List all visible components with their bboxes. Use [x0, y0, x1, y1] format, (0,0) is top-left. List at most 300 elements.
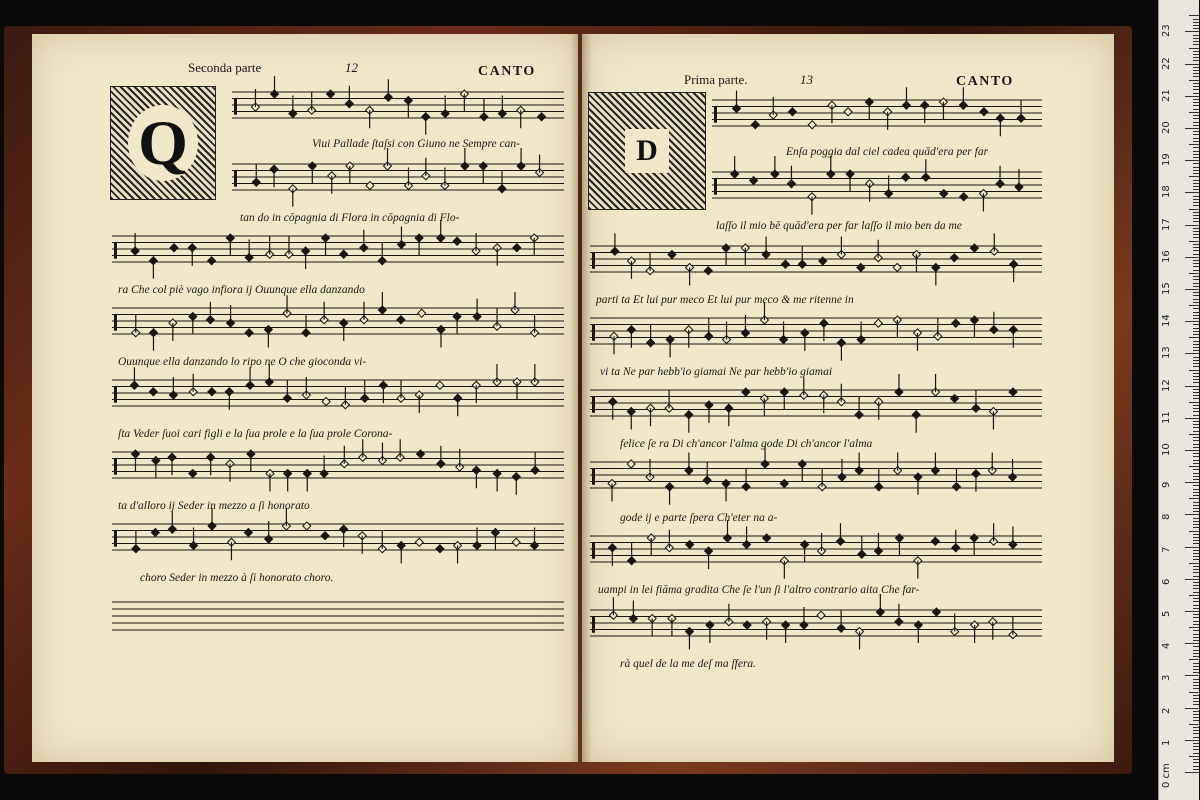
ruler-tick: [1185, 772, 1199, 773]
ruler-tick: [1193, 389, 1199, 390]
ruler-tick: [1193, 698, 1199, 699]
ruler-tick: [1193, 427, 1199, 428]
ruler-tick: [1193, 302, 1199, 303]
ruler-tick: [1185, 547, 1199, 548]
ruler-tick: [1193, 299, 1199, 300]
note-head: [1009, 388, 1017, 396]
note-head: [245, 329, 253, 337]
ruler-tick: [1189, 498, 1199, 499]
ruler-tick: [1193, 460, 1199, 461]
ruler-tick: [1193, 376, 1199, 377]
ruler-label: 12: [1161, 378, 1172, 392]
ruler-tick: [1193, 421, 1199, 422]
right-staff-1: [712, 90, 1042, 142]
ruler-tick: [1193, 730, 1199, 731]
ruler-tick: [1193, 89, 1199, 90]
left-staff-3: [112, 226, 564, 278]
ruler-tick: [1193, 260, 1199, 261]
ruler-tick: [1189, 659, 1199, 660]
ruler-tick: [1185, 482, 1199, 483]
ruler-tick: [1193, 688, 1199, 689]
ruler-tick: [1193, 73, 1199, 74]
ruler-tick: [1193, 733, 1199, 734]
ruler-tick: [1193, 44, 1199, 45]
ruler-tick: [1193, 173, 1199, 174]
note-head: [980, 108, 988, 116]
ruler-tick: [1193, 254, 1199, 255]
ruler-tick: [1185, 192, 1199, 193]
ruler-tick: [1193, 266, 1199, 267]
ruler-tick: [1193, 215, 1199, 216]
ruler-tick: [1193, 279, 1199, 280]
left-staff-2: [232, 154, 564, 206]
ruler-tick: [1193, 682, 1199, 683]
ruler-tick: [1193, 624, 1199, 625]
ruler-tick: [1189, 595, 1199, 596]
ruler-tick: [1193, 398, 1199, 399]
ruler-tick: [1193, 331, 1199, 332]
ruler-tick: [1193, 630, 1199, 631]
ruler-tick: [1193, 382, 1199, 383]
ruler-tick: [1193, 270, 1199, 271]
ruler-tick: [1193, 569, 1199, 570]
note-head: [436, 545, 444, 553]
left-lyric-1: Viui Pallade ſtaſsi con Giuno ne Sempre can-: [312, 138, 520, 150]
ruler-tick: [1193, 379, 1199, 380]
ruler-tick: [1189, 692, 1199, 693]
ruler-tick: [1193, 444, 1199, 445]
ruler-tick: [1193, 553, 1199, 554]
ruler-tick: [1193, 170, 1199, 171]
ruler-tick: [1193, 743, 1199, 744]
ruler-tick: [1193, 295, 1199, 296]
ruler-tick: [1193, 534, 1199, 535]
ruler-tick: [1193, 99, 1199, 100]
ruler-tick: [1193, 527, 1199, 528]
ruler-tick: [1189, 402, 1199, 403]
ruler-tick: [1193, 492, 1199, 493]
ruler-tick: [1193, 646, 1199, 647]
ruler-tick: [1193, 485, 1199, 486]
ruler-tick: [1193, 189, 1199, 190]
note-head: [327, 90, 335, 98]
note-head: [817, 611, 825, 619]
ruler-label: 14: [1161, 314, 1172, 328]
note-head: [857, 264, 865, 272]
ruler-tick: [1193, 415, 1199, 416]
note-head: [952, 319, 960, 327]
ruler-tick: [1189, 434, 1199, 435]
ruler-tick: [1193, 759, 1199, 760]
ruler-tick: [1193, 650, 1199, 651]
ruler-tick: [1193, 666, 1199, 667]
right-voice-label: CANTO: [956, 74, 1014, 89]
ruler-tick: [1193, 186, 1199, 187]
note-head: [781, 260, 789, 268]
ruler-label: 22: [1161, 56, 1172, 70]
ruler-tick: [1185, 225, 1199, 226]
right-lyric-1: Enſa poggia dal ciel cadea quād'era per far: [786, 146, 989, 158]
ruler-tick: [1193, 669, 1199, 670]
left-staff-empty: [112, 596, 564, 636]
ruler-tick: [1189, 273, 1199, 274]
ruler-label: 3: [1161, 675, 1172, 682]
ruler-tick: [1193, 180, 1199, 181]
clef-mark: [592, 397, 595, 413]
ruler-tick: [1185, 643, 1199, 644]
ruler-tick: [1185, 160, 1199, 161]
ruler-tick: [1193, 312, 1199, 313]
left-lyric-2: tan do in cōpagnia di Flora in cōpagnia di Flo-: [240, 212, 460, 224]
ruler-tick: [1193, 151, 1199, 152]
ruler-tick: [1193, 524, 1199, 525]
left-section-title: Seconda parte: [188, 60, 262, 75]
ruler-tick: [1193, 125, 1199, 126]
note-head: [844, 108, 852, 116]
note-head: [788, 108, 796, 116]
ruler-tick: [1193, 60, 1199, 61]
ruler-tick: [1189, 112, 1199, 113]
ruler-tick: [1193, 93, 1199, 94]
ruler-tick: [1193, 453, 1199, 454]
ruler-tick: [1193, 543, 1199, 544]
ruler-tick: [1193, 405, 1199, 406]
ruler-tick: [1193, 508, 1199, 509]
ruler-tick: [1193, 746, 1199, 747]
ruler-tick: [1189, 176, 1199, 177]
ruler-label: 21: [1161, 89, 1172, 102]
note-head: [417, 450, 425, 458]
ruler-tick: [1193, 19, 1199, 20]
ruler-tick: [1193, 521, 1199, 522]
ruler-tick: [1189, 337, 1199, 338]
ruler-tick: [1185, 353, 1199, 354]
note-head: [704, 267, 712, 275]
ruler-tick: [1193, 115, 1199, 116]
ruler-tick: [1189, 563, 1199, 564]
ruler-tick: [1193, 199, 1199, 200]
note-head: [819, 257, 827, 265]
ruler-tick: [1193, 324, 1199, 325]
ruler-tick: [1193, 727, 1199, 728]
ruler-label: 11: [1161, 411, 1172, 424]
ruler-tick: [1193, 753, 1199, 754]
initial-letter-q: Q: [128, 105, 198, 181]
left-lyric-4: Ouunque ella danzando lo ripo ne O che gioconda vi-: [118, 356, 367, 368]
right-staff-2: [712, 162, 1042, 214]
ruler-tick: [1193, 221, 1199, 222]
ruler-tick: [1193, 440, 1199, 441]
ruler-tick: [1193, 118, 1199, 119]
clef-mark: [714, 179, 717, 195]
note-head: [512, 538, 520, 546]
left-voice-label: CANTO: [478, 64, 536, 79]
ruler-tick: [1193, 656, 1199, 657]
ruler-tick: [1189, 144, 1199, 145]
ruler-label: 8: [1161, 514, 1172, 521]
ruler-tick: [1193, 344, 1199, 345]
ruler-tick: [1193, 479, 1199, 480]
ruler-tick: [1193, 212, 1199, 213]
clef-mark: [592, 543, 595, 559]
ruler-tick: [1193, 717, 1199, 718]
ruler-tick: [1193, 411, 1199, 412]
ruler-tick: [1193, 476, 1199, 477]
ruler-tick: [1185, 128, 1199, 129]
ruler-tick: [1193, 559, 1199, 560]
ruler-tick: [1193, 601, 1199, 602]
ruler-tick: [1193, 363, 1199, 364]
note-head: [751, 121, 759, 129]
note-head: [750, 177, 758, 185]
note-head: [208, 257, 216, 265]
ruler-tick: [1193, 556, 1199, 557]
left-staff-4: [112, 298, 564, 350]
right-lyric-8: rà quel de la me deſ ma ſfera.: [620, 658, 757, 670]
ruler-label: 19: [1161, 153, 1172, 167]
clef-mark: [714, 107, 717, 123]
note-head: [303, 522, 311, 530]
note-head: [874, 319, 882, 327]
ruler-tick: [1193, 35, 1199, 36]
left-lyric-5: ſta Veder ſuoi cari figli e la ſua prole e la ſua prole Corona-: [118, 428, 393, 440]
ruler-tick: [1193, 447, 1199, 448]
ruler-tick: [1193, 247, 1199, 248]
ruler-tick: [1193, 749, 1199, 750]
note-head: [436, 381, 444, 389]
ruler-tick: [1193, 463, 1199, 464]
note-head: [321, 532, 329, 540]
ruler-tick: [1193, 283, 1199, 284]
ruler-tick: [1189, 48, 1199, 49]
ruler-tick: [1193, 28, 1199, 29]
ruler-tick: [1193, 341, 1199, 342]
ruler-tick: [1185, 289, 1199, 290]
ruler-tick: [1193, 431, 1199, 432]
ruler-label: 5: [1161, 610, 1172, 617]
ruler-label: 23: [1161, 24, 1172, 38]
note-head: [322, 398, 330, 406]
left-lyric-7: choro Seder in mezzo à ſi honorato choro.: [140, 572, 334, 584]
ruler-tick: [1193, 608, 1199, 609]
ruler-tick: [1193, 395, 1199, 396]
ruler-tick: [1193, 366, 1199, 367]
ruler-tick: [1189, 466, 1199, 467]
decorated-initial-q: [110, 86, 216, 200]
ruler-tick: [1193, 41, 1199, 42]
note-head: [686, 541, 694, 549]
ruler-tick: [1189, 370, 1199, 371]
left-staff-1: [232, 82, 564, 134]
ruler-tick: [1193, 408, 1199, 409]
ruler-tick: [1193, 167, 1199, 168]
ruler-tick: [1189, 305, 1199, 306]
ruler-tick: [1185, 31, 1199, 32]
right-lyric-3: parti ta Et lui pur meco Et lui pur meco & me ritenne in: [596, 294, 854, 306]
ruler-tick: [1185, 418, 1199, 419]
ruler-tick: [1185, 450, 1199, 451]
ruler-tick: [1185, 708, 1199, 709]
note-head: [940, 190, 948, 198]
ruler-tick: [1193, 334, 1199, 335]
note-head: [808, 121, 816, 129]
ruler-tick: [1193, 154, 1199, 155]
right-page-number: 13: [800, 72, 813, 87]
note-head: [453, 237, 461, 245]
ruler-tick: [1193, 38, 1199, 39]
ruler-label: 2: [1161, 707, 1172, 714]
note-head: [170, 244, 178, 252]
ruler-label: 16: [1161, 250, 1172, 263]
note-head: [415, 538, 423, 546]
left-staff-7: [112, 514, 564, 566]
right-staff-4: [590, 308, 1042, 360]
ruler-tick: [1193, 685, 1199, 686]
ruler-tick: [1193, 701, 1199, 702]
ruler-tick: [1193, 550, 1199, 551]
ruler-tick: [1193, 653, 1199, 654]
ruler-tick: [1193, 70, 1199, 71]
ruler-tick: [1193, 720, 1199, 721]
ruler-label: 0 cm: [1161, 763, 1172, 788]
ruler-tick: [1193, 617, 1199, 618]
ruler-label: 10: [1161, 443, 1172, 456]
ruler-tick: [1189, 531, 1199, 532]
note-head: [780, 480, 788, 488]
ruler-tick: [1193, 234, 1199, 235]
ruler-label: 7: [1161, 546, 1172, 553]
ruler-tick: [1193, 86, 1199, 87]
ruler-tick: [1193, 592, 1199, 593]
ruler-tick: [1189, 80, 1199, 81]
ruler-tick: [1193, 695, 1199, 696]
note-head: [763, 534, 771, 542]
ruler-tick: [1193, 205, 1199, 206]
ruler-tick: [1193, 318, 1199, 319]
ruler-tick: [1193, 51, 1199, 52]
ruler-tick: [1193, 473, 1199, 474]
ruler-tick: [1193, 67, 1199, 68]
note-head: [340, 250, 348, 258]
ruler-tick: [1185, 96, 1199, 97]
ruler-tick: [1193, 231, 1199, 232]
note-head: [189, 470, 197, 478]
clef-mark: [234, 171, 237, 187]
ruler-tick: [1185, 64, 1199, 65]
ruler-label: 1: [1161, 739, 1172, 746]
right-lyric-2: laſſo il mio bē quād'era per far laſſo il mio ben da me: [716, 220, 962, 232]
ruler-tick: [1193, 350, 1199, 351]
ruler-tick: [1193, 250, 1199, 251]
note-head: [208, 388, 216, 396]
ruler-tick: [1193, 183, 1199, 184]
note-head: [950, 254, 958, 262]
ruler-tick: [1193, 360, 1199, 361]
ruler-label: 6: [1161, 578, 1172, 585]
right-staff-6: [590, 452, 1042, 504]
ruler-label: 4: [1161, 642, 1172, 650]
note-head: [151, 529, 159, 537]
ruler-tick: [1193, 392, 1199, 393]
ruler-tick: [1193, 679, 1199, 680]
ruler-tick: [1193, 22, 1199, 23]
note-head: [902, 173, 910, 181]
ruler-tick: [1193, 347, 1199, 348]
right-lyric-4: vi ta Ne par hebb'io giamai Ne par hebb'io giamai: [600, 366, 833, 378]
note-head: [627, 460, 635, 468]
ruler-tick: [1193, 640, 1199, 641]
ruler-label: 13: [1161, 346, 1172, 360]
ruler-tick: [1193, 537, 1199, 538]
ruler-tick: [1193, 714, 1199, 715]
ruler-tick: [1193, 328, 1199, 329]
right-staff-7: [590, 526, 1042, 578]
ruler-tick: [1193, 704, 1199, 705]
ruler-tick: [1193, 582, 1199, 583]
ruler-tick: [1193, 157, 1199, 158]
ruler-tick: [1193, 147, 1199, 148]
ruler-tick: [1193, 286, 1199, 287]
ruler-tick: [1193, 518, 1199, 519]
left-lyric-6: ta d'alloro ij Seder in mezzo a ſi honorato: [118, 500, 310, 512]
ruler-tick: [1193, 621, 1199, 622]
ruler-tick: [1193, 572, 1199, 573]
ruler-tick: [1193, 469, 1199, 470]
right-section-title: Prima parte.: [684, 72, 748, 87]
ruler-tick: [1189, 241, 1199, 242]
note-head: [951, 395, 959, 403]
ruler-tick: [1193, 505, 1199, 506]
right-lyric-6: gode ij e parte ſpera Ch'eter na a-: [620, 512, 778, 524]
ruler-tick: [1193, 495, 1199, 496]
ruler-label: 18: [1161, 185, 1172, 199]
note-head: [149, 388, 157, 396]
note-head: [366, 182, 374, 190]
clef-mark: [114, 243, 117, 259]
ruler-tick: [1185, 579, 1199, 580]
ruler-tick: [1193, 141, 1199, 142]
ruler-tick: [1193, 54, 1199, 55]
ruler-tick: [1189, 209, 1199, 210]
note-head: [960, 193, 968, 201]
ruler-tick: [1189, 627, 1199, 628]
ruler-tick: [1193, 131, 1199, 132]
note-head: [513, 244, 521, 252]
ruler-tick: [1193, 511, 1199, 512]
note-head: [742, 388, 750, 396]
ruler-tick: [1193, 598, 1199, 599]
ruler-tick: [1193, 672, 1199, 673]
measuring-ruler: [1158, 0, 1199, 800]
ruler-tick: [1193, 308, 1199, 309]
left-page-number: 12: [345, 60, 358, 75]
ruler-tick: [1193, 456, 1199, 457]
ruler-tick: [1185, 257, 1199, 258]
ruler-tick: [1185, 611, 1199, 612]
left-lyric-3: ra Che col piè vago infiora ij Ouunque ella danzando: [118, 284, 365, 296]
right-lyric-7: uampi in lei fiāma gradita Che ſe l'un ſi l'altro contrario aita Che far-: [598, 584, 920, 596]
ruler-tick: [1189, 15, 1199, 16]
right-staff-3: [590, 236, 1042, 288]
ruler-tick: [1193, 109, 1199, 110]
clef-mark: [114, 315, 117, 331]
ruler-tick: [1193, 244, 1199, 245]
clef-mark: [592, 325, 595, 341]
ruler-tick: [1193, 769, 1199, 770]
ruler-label: 9: [1161, 481, 1172, 489]
ruler-tick: [1193, 637, 1199, 638]
ruler-tick: [1193, 663, 1199, 664]
